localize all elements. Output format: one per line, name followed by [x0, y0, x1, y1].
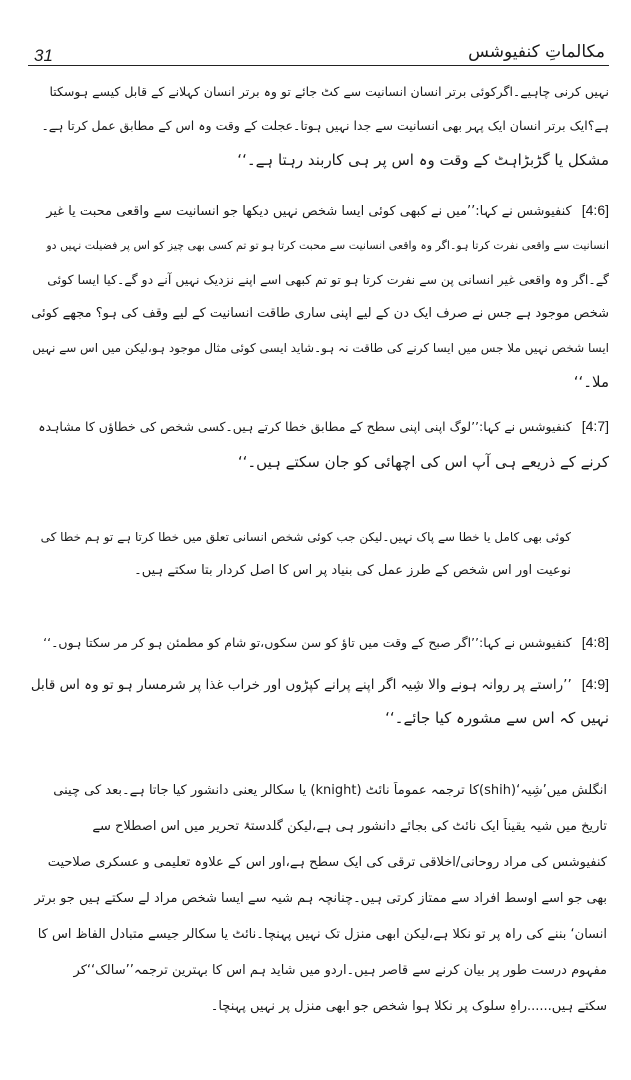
paragraph-line: شخص موجود ہے جس نے صرف ایک دن کے لیے اپنی ساری طاقت انسانیت کے لیے وقف کی ہو؟ مجھے کوئی [31, 306, 609, 321]
paragraph-line: گے۔اگر وہ واقعی غیر انسانی پن سے نفرت کرتا ہو تو تم کبھی اسے اپنے نزدیک نہیں آنے دو گے۔کیا ایسا کوئی [47, 272, 609, 287]
paragraph-line: ایسا شخص نہیں ملا جس میں ایسا کرنے کی طاقت نہ ہو۔شاید ایسی کوئی مثال موجود ہو،لیکن میں اس سے نہیں [32, 341, 609, 355]
commentary-line: نوعیت اور اس شخص کے طرز عمل کی بنیاد پر اس کا اصل کردار بتا سکتے ہیں۔ [134, 563, 571, 578]
commentary-line: بھی جو اسے اوسط افراد سے ممتاز کرتی ہیں۔چنانچہ ہم شیہ سے ایسا شخص مراد لے سکتے ہیں جو برتر [34, 891, 607, 906]
verse-reference: [4:6] [581, 202, 609, 218]
saying-4-8-line: [4:8]کنفیوشس نے کہا:’’اگر صبح کے وقت میں تاؤ کو سن سکوں،تو شام کو مطمئن ہو کر مر سکتا ہوں۔‘‘ [43, 634, 609, 650]
paragraph-line: نہیں کہ اس سے مشورہ کیا جائے۔‘‘ [385, 709, 609, 727]
verse-reference: [4:8] [581, 634, 609, 650]
page-header [28, 22, 609, 66]
commentary-line: انگلش میں’شِیہ‘(shih)کا ترجمہ عموماً نائٹ (knight) یا سکالر یعنی دانشور کیا جاتا ہے۔بعد کی چینی [53, 783, 607, 798]
verse-reference: [4:7] [581, 418, 609, 434]
page-number: 31 [34, 46, 53, 65]
commentary-line: کوئی بھی کامل یا خطا سے پاک نہیں۔لیکن جب کوئی شخص انسانی تعلق میں خطا کرتا ہے تو ہم خطا کی [40, 530, 571, 544]
paragraph-line: ملا۔‘‘ [573, 373, 609, 391]
paragraph-line: کرنے کے ذریعے ہی آپ اس کی اچھائی کو جان سکتے ہیں۔‘‘ [237, 453, 609, 471]
commentary-line: تاریخ میں شیہ یقیناً ایک نائٹ کی بجائے دانشور ہی ہے،لیکن گلدستۂ تحریر میں اس اصطلاح سے [92, 819, 607, 834]
commentary-line: کنفیوشس کی مراد روحانی/اخلاقی ترقی کی ایک سطح ہے،اور اس کے علاوہ تعلیمی و عسکری صلاحیت [47, 855, 607, 870]
saying-4-7-first-line: [4:7]کنفیوشس نے کہا:’’لوگ اپنی اپنی سطح کے مطابق خطا کرتے ہیں۔کسی شخص کی خطاؤں کا مشاہدہ [38, 418, 609, 434]
paragraph-line: مشکل یا گڑبڑاہٹ کے وقت وہ اس پر ہی کاربند رہتا ہے۔‘‘ [237, 151, 609, 169]
commentary-line: انسان‘ بننے کی راہ پر تو نکلا ہے،لیکن ابھی منزل تک نہیں پہنچا۔نائٹ یا سکالر جیسے متبادل الفاظ اس کا [37, 927, 607, 942]
paragraph-line: ہے؟ایک برتر انسان ایک پہر بھی انسانیت سے جدا نہیں ہوتا۔عجلت کے وقت وہ اس کے مطابق عمل کرتا ہے۔ [41, 118, 609, 133]
commentary-line: سکتے ہیں......راہِ سلوک پر نکلا ہوا شخص جو ابھی منزل پر نہیں پہنچا۔ [210, 999, 607, 1014]
commentary-line: مفہوم درست طور پر بیان کرنے سے قاصر ہیں۔اردو میں شاید ہم اس کا بہترین ترجمہ’’سالک‘‘کر [73, 963, 607, 978]
running-title: مکالماتِ کنفیوشس [468, 42, 605, 62]
saying-4-9-first-line: [4:9]’’راستے پر روانہ ہونے والا شِیہ اگر اپنے پرانے کپڑوں اور خراب غذا پر شرمسار ہو تو وہ اس قابل [31, 676, 609, 693]
header-rule [28, 65, 609, 66]
paragraph-line: نہیں کرنی چاہیے۔اگرکوئی برتر انسان انسانیت سے کٹ جائے تو وہ برتر انسان کہلانے کے قابل کیسے ہوسکتا [49, 84, 609, 99]
verse-reference: [4:9] [581, 676, 609, 692]
saying-4-6-first-line: [4:6]کنفیوشس نے کہا:’’میں نے کبھی کوئی ایسا شخص نہیں دیکھا جو انسانیت سے واقعی محبت یا غیر [46, 202, 609, 219]
paragraph-line: انسانیت سے واقعی نفرت کرتا ہو۔اگر وہ واقعی انسانیت سے محبت کرتا ہو تو تم کسی بھی چیز کو اس پر فضیلت نہیں دو [46, 239, 609, 252]
